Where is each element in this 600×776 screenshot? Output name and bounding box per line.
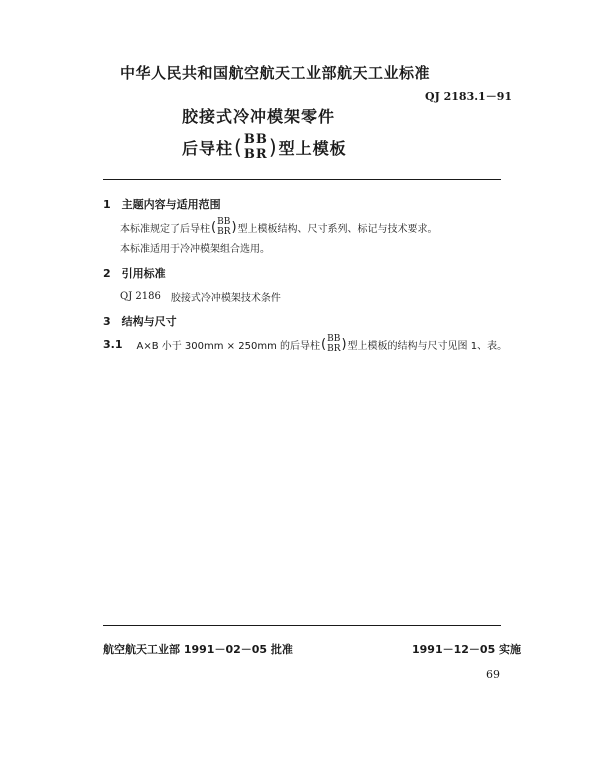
reference-title: 胶接式冷冲模架技术条件	[170, 293, 281, 304]
reference-code: QJ 2186	[120, 291, 161, 302]
p1-numerator: BB	[217, 217, 231, 227]
p1-denominator: BR	[217, 227, 231, 237]
clause-numerator: BB	[327, 334, 341, 344]
clause-open-paren: (	[321, 336, 327, 352]
type-denominator: BR	[243, 147, 268, 162]
implementation-date: 1991－12－05 实施	[412, 643, 522, 656]
p1-fraction	[217, 217, 230, 237]
title-line-2	[182, 132, 347, 162]
p1-open-paren: (	[211, 219, 217, 235]
section-1-paragraph-1	[120, 217, 438, 237]
section-2-reference	[120, 289, 281, 304]
type-numerator: BB	[243, 132, 268, 147]
approval-date: 航空航天工业部 1991－02－05 批准	[103, 643, 293, 656]
title-prefix: 后导柱	[182, 138, 234, 158]
clause-denominator: BR	[327, 344, 341, 354]
clause-suffix: 型上模板的结构与尺寸见图 1、表。	[347, 340, 508, 352]
issuing-organization: 中华人民共和国航空航天工业部航天工业标准	[120, 64, 431, 82]
p1-suffix: 型上模板结构、尺寸系列、标记与技术要求。	[237, 223, 438, 235]
open-paren: (	[234, 135, 243, 159]
close-paren: )	[268, 135, 278, 159]
clause-number: 3.1	[103, 337, 123, 351]
section-1-heading: 1 主题内容与适用范围	[103, 198, 221, 211]
section-2-heading: 2 引用标准	[103, 267, 166, 280]
p1-close-paren: )	[231, 219, 237, 235]
footer-divider	[103, 625, 501, 626]
header-divider	[103, 179, 501, 180]
section-1-paragraph-2: 本标准适用于冷冲模架组合选用。	[120, 244, 270, 255]
clause-3-1	[103, 334, 507, 354]
type-fraction	[244, 132, 268, 162]
page-number: 69	[486, 668, 500, 681]
title-line-1: 胶接式冷冲模架零件	[182, 107, 336, 126]
clause-fraction	[327, 334, 340, 354]
clause-prefix: A×B 小于 300mm × 250mm 的后导柱	[136, 340, 320, 352]
section-3-heading: 3 结构与尺寸	[103, 315, 177, 328]
p1-prefix: 本标准规定了后导柱	[120, 223, 210, 235]
clause-close-paren: )	[341, 336, 347, 352]
standard-code: QJ 2183.1－91	[425, 90, 513, 103]
title-suffix: 型上模板	[278, 138, 347, 158]
